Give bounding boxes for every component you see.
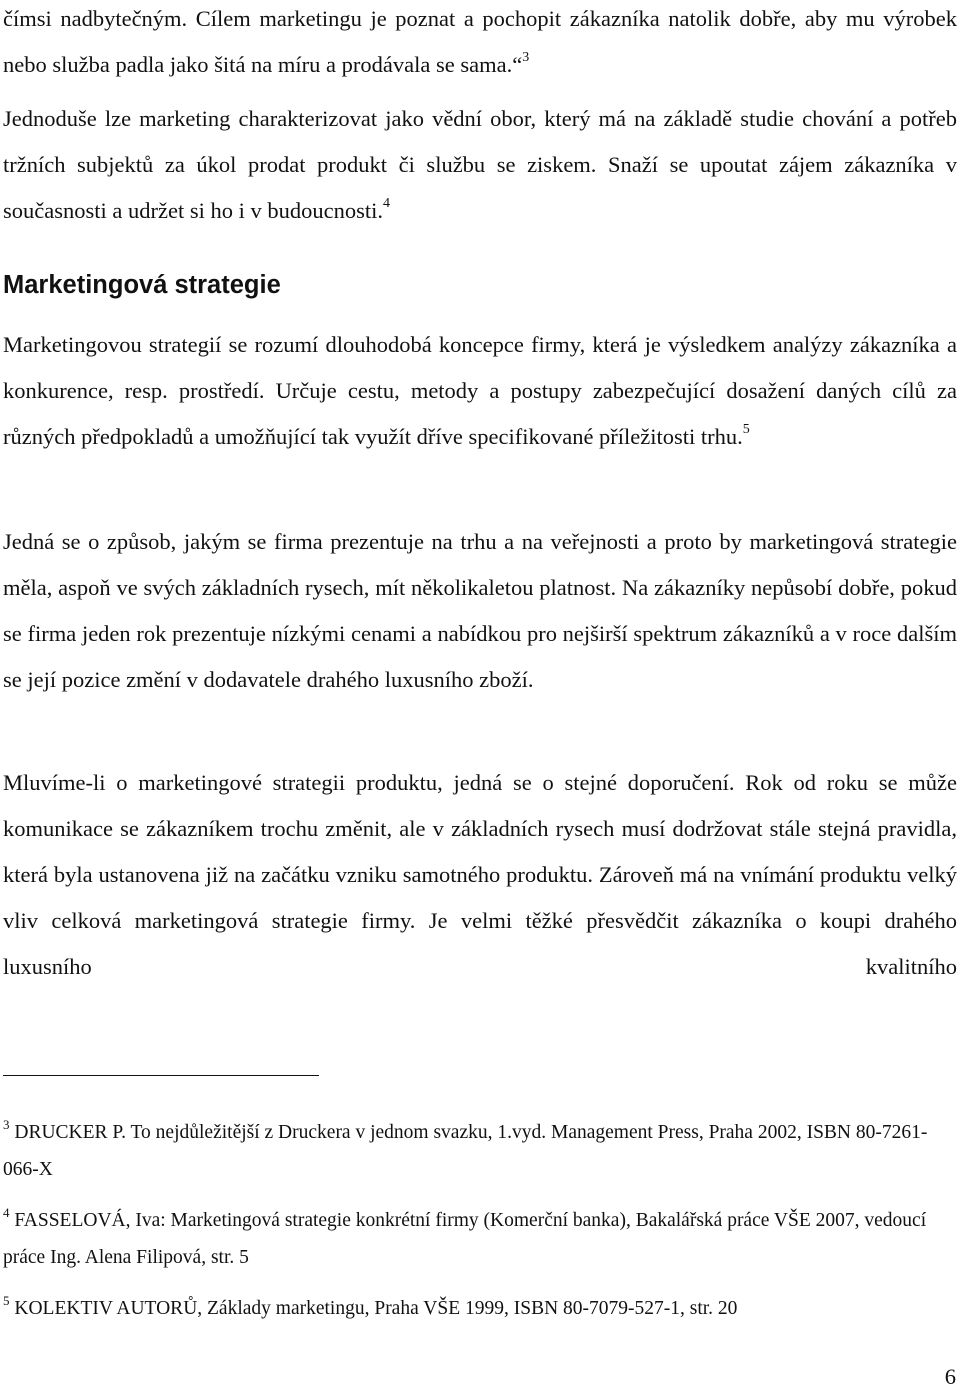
footnote-ref-4: 4 [382,196,390,211]
footnote-number: 4 [3,1205,10,1220]
footnote-number: 3 [3,1117,10,1132]
footnote-separator [3,1075,319,1076]
paragraph-presentation: Jedná se o způsob, jakým se firma prezentuje na trhu a na veřejnosti a proto by marketingová strategie měla, aspoň ve svých základních rysech, mít několikaletou platnost. Na zákazníky nepůsobí dobře, pokud se firma jeden rok prezentuje nízkými cenami a nabídkou pro nejširší spektrum zákazníků a v roce dalším se její pozice změní v dodavatele drahého luxusního zboží. [3,529,957,692]
footnote-text: KOLEKTIV AUTORŮ, Základy marketingu, Praha VŠE 1999, ISBN 80-7079-527-1, str. 20 [14,1298,738,1319]
footnote-text: FASSELOVÁ, Iva: Marketingová strategie konkrétní firmy (Komerční banka), Bakalářská práce VŠE 2007, vedoucí práce Ing. Alena Filipová, str. 5 [3,1210,927,1268]
paragraph-product: Mluvíme-li o marketingové strategii produktu, jedná se o stejné doporučení. Rok od roku se může komunikace se zákazníkem trochu změnit, ale v základních rysech musí dodržovat stále stejná pravidla, která byla ustanovena již na začátku vzniku samotného produktu. Zároveň má na vnímání produktu velký vliv celková marketingová strategie firmy. Je velmi těžké přesvědčit zákazníka o koupi drahého luxusního kvalitního [3,770,957,979]
footnote-ref-5: 5 [742,422,750,437]
paragraph-top [3,0,957,88]
footnote-3 [3,1114,957,1188]
footnote-ref-3: 3 [522,50,530,65]
footnote-5 [3,1290,957,1327]
paragraph-definition-text: Jednoduše lze marketing charakterizovat jako vědní obor, který má na základě studie chování a potřeb tržních subjektů za úkol prodat produkt či službu se ziskem. Snaží se upoutat zájem zákazníka v současnosti a udržet si ho i v budoucnosti. [3,106,957,223]
quote-mark: “ [512,52,523,77]
paragraph-top-text: čímsi nadbytečným. Cílem marketingu je poznat a pochopit zákazníka natolik dobře, aby mu výrobek nebo služba padla jako šitá na míru a prodávala se sama. [3,6,957,77]
footnote-number: 5 [3,1293,10,1308]
paragraph-definition [3,96,957,234]
paragraph-strategy [3,322,957,460]
paragraph-strategy-text: Marketingovou strategií se rozumí dlouhodobá koncepce firmy, která je výsledkem analýzy zákazníka a konkurence, resp. prostředí. Určuje cestu, metody a postupy zabezpečující dosažení daných cílů za různých předpokladů a umožňující tak využít dříve specifikované příležitosti trhu. [3,332,957,449]
footnote-4 [3,1202,957,1276]
footnote-text: DRUCKER P. To nejdůležitější z Druckera v jednom svazku, 1.vyd. Management Press, Praha 2002, ISBN 80-7261-066-X [3,1122,928,1180]
section-heading: Marketingová strategie [3,271,281,299]
page-number: 6 [944,1364,956,1389]
